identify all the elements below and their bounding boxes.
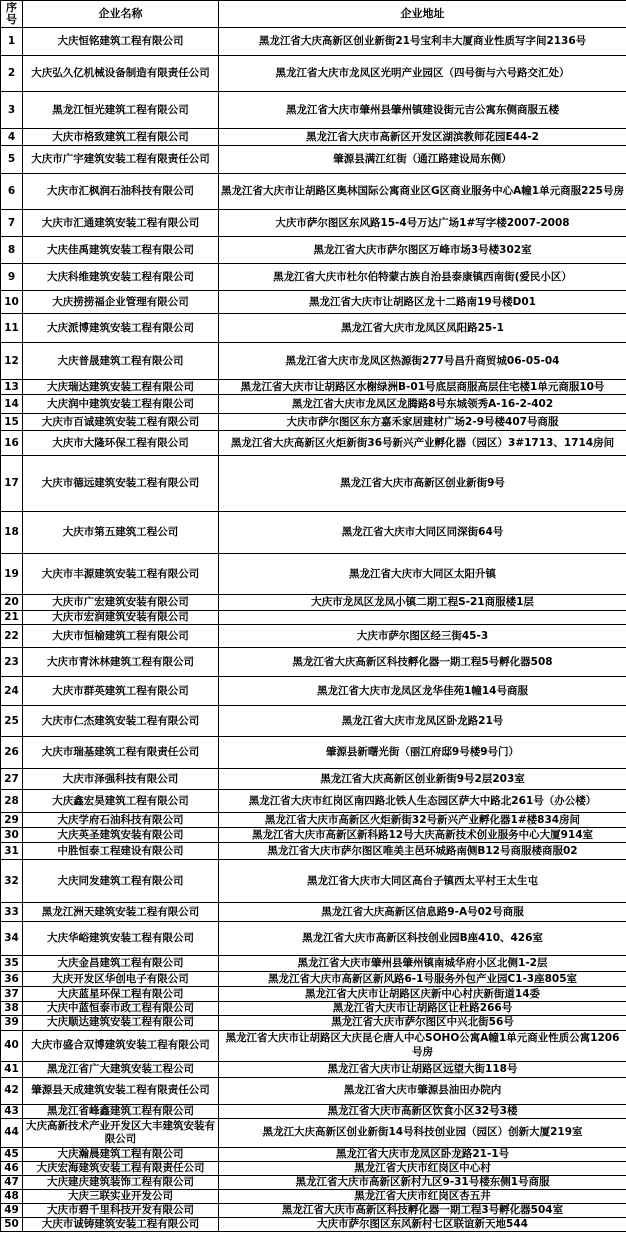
table-row: [1, 903, 626, 922]
cell-company-address: 黑龙江省大庆市高新区火炬新街32号新兴产业孵化器1#楼834房间: [219, 813, 626, 828]
cell-company-address: 黑龙江省大庆市红岗区杏五井: [219, 1190, 626, 1204]
table-row: [1, 843, 626, 860]
table-row: [1, 1030, 626, 1061]
cell-row-number: 5: [1, 146, 23, 174]
cell-company-name: 大庆金昌建筑工程有限公司: [23, 956, 219, 972]
cell-company-name: 大庆宏海建筑安装工程有限责任公司: [23, 1161, 219, 1175]
cell-company-address: 黑龙江省大庆市龙凤区龙腾路8号东城领秀A-16-2-402: [219, 395, 626, 414]
cell-company-name: 大庆市广宇建筑安装工程有限责任公司: [23, 146, 219, 174]
cell-company-name: 大庆捞捞福企业管理有限公司: [23, 291, 219, 314]
table-row: [1, 611, 626, 625]
cell-row-number: 9: [1, 264, 23, 291]
table-row: [1, 264, 626, 291]
cell-row-number: 29: [1, 813, 23, 828]
cell-company-name: 黑龙江省峰鑫建筑工程有限公司: [23, 1104, 219, 1118]
cell-row-number: 10: [1, 291, 23, 314]
cell-company-name: 大庆蓝星环保工程有限公司: [23, 987, 219, 1002]
cell-row-number: 40: [1, 1030, 23, 1061]
cell-company-name: 大庆中蓝恒泰市政工程有限公司: [23, 1002, 219, 1016]
cell-row-number: 48: [1, 1190, 23, 1204]
cell-row-number: 43: [1, 1104, 23, 1118]
cell-company-name: 大庆市青沐林建筑工程有限公司: [23, 648, 219, 677]
cell-row-number: 16: [1, 431, 23, 456]
cell-company-name: 大庆普晟建筑工程有限公司: [23, 343, 219, 380]
cell-row-number: 25: [1, 706, 23, 737]
cell-company-address: 黑龙江省大庆市龙凤区热源街277号昌升商贸城06-05-04: [219, 343, 626, 380]
cell-company-address: 黑龙江省大庆市高新区新风路6-1号服务外包产业园C1-3座805室: [219, 972, 626, 987]
cell-company-address: 大庆市萨尔图区东风新村七区联谊新天地544: [219, 1218, 626, 1232]
cell-row-number: 15: [1, 414, 23, 431]
cell-company-name: 肇源县天成建筑安装工程有限责任公司: [23, 1077, 219, 1104]
table-row: [1, 343, 626, 380]
cell-company-address: 黑龙江省大庆市萨尔图区中兴北街56号: [219, 1016, 626, 1030]
cell-company-address: 黑龙江省大庆市高新区科技创业园B座410、426室: [219, 922, 626, 956]
table-row: [1, 314, 626, 343]
cell-company-address: 黑龙江省大庆市红岗区南四路北铁人生态园区萨大中路北261号（办公楼）: [219, 790, 626, 813]
cell-row-number: 22: [1, 625, 23, 648]
cell-company-address: 黑龙江省大庆市肇州县肇州镇南城华府小区北侧1-2层: [219, 956, 626, 972]
cell-company-address: 黑龙江省大庆市肇州县肇州镇建设街元吉公寓东侧商服五楼: [219, 92, 626, 129]
cell-company-address: 黑龙江省大庆高新区信息路9-A号02号商服: [219, 903, 626, 922]
table-row: [1, 790, 626, 813]
cell-row-number: 12: [1, 343, 23, 380]
table-row: [1, 860, 626, 903]
table-row: [1, 813, 626, 828]
cell-row-number: 7: [1, 210, 23, 237]
table-row: [1, 706, 626, 737]
cell-row-number: 50: [1, 1218, 23, 1232]
cell-company-address: 黑龙江省大庆市让胡路区让杜路266号: [219, 1002, 626, 1016]
table-row: [1, 956, 626, 972]
cell-company-address: 大庆市萨尔图区东风路15-4号万达广场1#写字楼2007-2008: [219, 210, 626, 237]
table-row: [1, 1147, 626, 1161]
table-row: [1, 922, 626, 956]
cell-company-address: 黑龙江省大庆市让胡路区水榭绿洲B-01号底层商服高层住宅楼1单元商服10号: [219, 380, 626, 395]
cell-company-address: 黑龙江省大庆高新区科技孵化器一期工程5号孵化器508: [219, 648, 626, 677]
table-row: [1, 1218, 626, 1232]
table-row: [1, 1061, 626, 1077]
cell-company-name: 大庆华峪建筑安装工程有限公司: [23, 922, 219, 956]
cell-company-name: 大庆顺达建筑安装工程有限公司: [23, 1016, 219, 1030]
cell-row-number: 1: [1, 28, 23, 56]
cell-company-name: 大庆市丰源建筑安装工程有限公司: [23, 554, 219, 595]
cell-row-number: 13: [1, 380, 23, 395]
cell-company-address: 黑龙江省大庆市让胡路区奥林国际公寓商业区G区商业服务中心A幢1单元商服225号房: [219, 174, 626, 210]
cell-row-number: 28: [1, 790, 23, 813]
cell-company-address: 黑龙江省大庆市高新区饮食小区32号3楼: [219, 1104, 626, 1118]
cell-company-address: 黑龙江省大庆市龙凤区龙华佳苑1幢14号商服: [219, 677, 626, 706]
cell-company-address: 大庆市龙凤区龙凤小镇二期工程S-21商服楼1层: [219, 595, 626, 611]
table-row: [1, 237, 626, 264]
cell-company-address: 黑龙江省大庆市大同区高台子镇西太平村王太生屯: [219, 860, 626, 903]
cell-company-address: 黑龙江省大庆市让胡路区大庆昆仑唐人中心SOHO公寓A幢1单元商业性质公寓1206号房: [219, 1030, 626, 1061]
cell-company-name: 大庆市仁杰建筑安装工程有限公司: [23, 706, 219, 737]
table-row: [1, 56, 626, 92]
cell-row-number: 2: [1, 56, 23, 92]
table-row: [1, 769, 626, 790]
table-row: [1, 595, 626, 611]
cell-row-number: 21: [1, 611, 23, 625]
table-row: [1, 210, 626, 237]
cell-company-name: 大庆开发区华创电子有限公司: [23, 972, 219, 987]
cell-company-address: 黑龙江省大庆高新区创业新街21号宝利丰大厦商业性质写字间2136号: [219, 28, 626, 56]
cell-row-number: 6: [1, 174, 23, 210]
cell-company-address: [219, 611, 626, 625]
cell-company-address: 大庆市萨尔图区东方嘉禾家居建材广场2-9号楼407号商服: [219, 414, 626, 431]
cell-company-name: 大庆瑞达建筑安装工程有限公司: [23, 380, 219, 395]
cell-row-number: 36: [1, 972, 23, 987]
cell-row-number: 38: [1, 1002, 23, 1016]
table-row: [1, 28, 626, 56]
table-row: [1, 1002, 626, 1016]
cell-company-name: 大庆市诚铸建筑安装工程有限公司: [23, 1218, 219, 1232]
table-row: [1, 1077, 626, 1104]
cell-row-number: 32: [1, 860, 23, 903]
cell-company-name: 大庆市大隆环保工程有限公司: [23, 431, 219, 456]
cell-company-name: 大庆市恒榆建筑工程有限公司: [23, 625, 219, 648]
cell-company-address: 黑龙江省大庆市让胡路区庆新中心村庆新街道14委: [219, 987, 626, 1002]
cell-company-name: 大庆润中建筑安装工程有限公司: [23, 395, 219, 414]
cell-row-number: 49: [1, 1204, 23, 1218]
table-row: [1, 1190, 626, 1204]
cell-company-address: 黑龙江省大庆市萨尔图区唯美主邑环城路南侧B12号商服楼商服02: [219, 843, 626, 860]
cell-company-name: 大庆恒铭建筑工程有限公司: [23, 28, 219, 56]
cell-company-name: 大庆市泽强科技有限公司: [23, 769, 219, 790]
cell-row-number: 26: [1, 737, 23, 769]
cell-row-number: 39: [1, 1016, 23, 1030]
cell-company-name: 中胜恒泰工程建设有限公司: [23, 843, 219, 860]
col-header-name: 企业名称: [23, 1, 219, 28]
cell-company-name: 大庆市瑞基建筑工程有限责任公司: [23, 737, 219, 769]
cell-company-name: 黑龙江省广大建筑安装工程公司: [23, 1061, 219, 1077]
cell-company-address: 黑龙江省大庆市龙凤区卧龙路21-1号: [219, 1147, 626, 1161]
table-row: [1, 972, 626, 987]
table-row: [1, 291, 626, 314]
cell-company-address: 黑龙江省大庆高新区创业新街9号2层203室: [219, 769, 626, 790]
table-row: [1, 414, 626, 431]
cell-company-name: 大庆学府石油科技有限公司: [23, 813, 219, 828]
cell-company-name: 大庆市广宏建筑安装有限公司: [23, 595, 219, 611]
cell-company-name: 大庆佳禹建筑安装工程有限公司: [23, 237, 219, 264]
cell-row-number: 24: [1, 677, 23, 706]
cell-row-number: 47: [1, 1175, 23, 1189]
table-row: [1, 1161, 626, 1175]
cell-company-address: 黑龙江省大庆市高新区创业新街9号: [219, 456, 626, 512]
cell-row-number: 20: [1, 595, 23, 611]
cell-row-number: 41: [1, 1061, 23, 1077]
cell-company-name: 大庆市德远建筑安装工程有限公司: [23, 456, 219, 512]
cell-row-number: 19: [1, 554, 23, 595]
cell-company-address: 黑龙江省大庆市让胡路区远望大街118号: [219, 1061, 626, 1077]
table-row: [1, 1016, 626, 1030]
cell-company-name: 大庆瀚晨建筑工程有限公司: [23, 1147, 219, 1161]
cell-company-address: 黑龙江省大庆市龙凤区光明产业园区（四号街与六号路交汇处）: [219, 56, 626, 92]
table-row: [1, 1204, 626, 1218]
table-row: [1, 146, 626, 174]
cell-company-address: 黑龙江省大庆市高新区新村九区9-31号楼东侧1号商服: [219, 1175, 626, 1189]
cell-row-number: 27: [1, 769, 23, 790]
cell-company-address: 黑龙江省大庆市高新区科技孵化器一期工程3号孵化器504室: [219, 1204, 626, 1218]
table-row: [1, 380, 626, 395]
table-row: [1, 1118, 626, 1147]
cell-row-number: 18: [1, 512, 23, 554]
company-table-body: [1, 28, 626, 1232]
cell-company-name: 大庆市盛合双博建筑安装工程有限公司: [23, 1030, 219, 1061]
table-row: [1, 1175, 626, 1189]
cell-company-name: 黑龙江洲天建筑安装工程有限公司: [23, 903, 219, 922]
cell-row-number: 17: [1, 456, 23, 512]
cell-company-name: 大庆市第五建筑工程公司: [23, 512, 219, 554]
table-row: [1, 737, 626, 769]
cell-company-address: 黑龙江省大庆市杜尔伯特蒙古族自治县泰康镇西南街(爱民小区）: [219, 264, 626, 291]
company-table-header: [1, 1, 626, 28]
cell-company-name: 大庆高新技术产业开发区大丰建筑安装有限公司: [23, 1118, 219, 1147]
table-row: [1, 395, 626, 414]
cell-company-address: 黑龙江省大庆市龙凤区凤阳路25-1: [219, 314, 626, 343]
cell-row-number: 11: [1, 314, 23, 343]
table-row: [1, 512, 626, 554]
cell-company-name: 大庆市百诚建筑安装工程有限公司: [23, 414, 219, 431]
cell-company-address: 黑龙江省大庆市龙凤区卧龙路21号: [219, 706, 626, 737]
cell-company-name: 大庆英圣建筑安装有限公司: [23, 828, 219, 843]
cell-row-number: 42: [1, 1077, 23, 1104]
table-row: [1, 1104, 626, 1118]
table-row: [1, 828, 626, 843]
cell-company-name: 大庆市群英建筑工程有限公司: [23, 677, 219, 706]
table-row: [1, 431, 626, 456]
cell-company-name: 大庆派博建筑安装工程有限公司: [23, 314, 219, 343]
cell-company-name: 大庆市格致建筑工程有限公司: [23, 129, 219, 146]
cell-row-number: 33: [1, 903, 23, 922]
cell-company-address: 黑龙江省大庆市大同区同深街64号: [219, 512, 626, 554]
table-row: [1, 625, 626, 648]
table-row: [1, 677, 626, 706]
cell-company-address: 黑龙江大庆高新区创业新街14号科技创业园（园区）创新大厦219室: [219, 1118, 626, 1147]
table-row: [1, 92, 626, 129]
cell-row-number: 45: [1, 1147, 23, 1161]
cell-company-address: 黑龙江省大庆高新区火炬新街36号新兴产业孵化器（园区）3#1713、1714房间: [219, 431, 626, 456]
cell-company-name: 黑龙江恒光建筑工程有限公司: [23, 92, 219, 129]
cell-company-address: 大庆市萨尔图区经三街45-3: [219, 625, 626, 648]
cell-row-number: 30: [1, 828, 23, 843]
cell-company-address: 黑龙江省大庆市萨尔图区万峰市场3号楼302室: [219, 237, 626, 264]
cell-row-number: 3: [1, 92, 23, 129]
cell-company-address: 肇源县满江红街（通江路建设局东侧）: [219, 146, 626, 174]
cell-row-number: 35: [1, 956, 23, 972]
col-header-no: 序号: [1, 1, 23, 28]
table-row: [1, 987, 626, 1002]
cell-row-number: 4: [1, 129, 23, 146]
table-row: [1, 456, 626, 512]
cell-company-name: 大庆市汇枫润石油科技有限公司: [23, 174, 219, 210]
cell-company-address: 黑龙江省大庆市肇源县油田办院内: [219, 1077, 626, 1104]
header-row: [1, 1, 626, 28]
cell-row-number: 44: [1, 1118, 23, 1147]
cell-row-number: 37: [1, 987, 23, 1002]
table-row: [1, 554, 626, 595]
cell-company-name: 大庆同发建筑工程有限公司: [23, 860, 219, 903]
cell-row-number: 23: [1, 648, 23, 677]
cell-row-number: 34: [1, 922, 23, 956]
cell-company-name: 大庆弘久亿机械设备制造有限责任公司: [23, 56, 219, 92]
cell-row-number: 46: [1, 1161, 23, 1175]
cell-company-address: 黑龙江省大庆市让胡路区龙十二路南19号楼D01: [219, 291, 626, 314]
cell-company-name: 大庆三联实业开发公司: [23, 1190, 219, 1204]
cell-company-name: 大庆建庆建筑装饰工程有限公司: [23, 1175, 219, 1189]
table-row: [1, 648, 626, 677]
cell-company-address: 黑龙江省大庆市红岗区中心村: [219, 1161, 626, 1175]
table-row: [1, 174, 626, 210]
cell-company-name: 大庆市汇通建筑安装工程有限公司: [23, 210, 219, 237]
cell-company-address: 黑龙江省大庆市大同区太阳升镇: [219, 554, 626, 595]
cell-company-name: 大庆市碧千里科技开发有限公司: [23, 1204, 219, 1218]
cell-row-number: 8: [1, 237, 23, 264]
col-header-address: 企业地址: [219, 1, 626, 28]
cell-company-name: 大庆鑫宏昊建筑工程有限公司: [23, 790, 219, 813]
cell-row-number: 14: [1, 395, 23, 414]
cell-company-address: 黑龙江省大庆市高新区新科路12号大庆高新技术创业服务中心大厦914室: [219, 828, 626, 843]
cell-company-address: 黑龙江省大庆市高新区开发区湖滨教师花园E44-2: [219, 129, 626, 146]
cell-company-name: 大庆科维建筑安装工程有限公司: [23, 264, 219, 291]
cell-company-address: 肇源县新曙光街（丽江府邸9号楼9号门）: [219, 737, 626, 769]
cell-row-number: 31: [1, 843, 23, 860]
cell-company-name: 大庆市宏润建筑安装有限公司: [23, 611, 219, 625]
table-row: [1, 129, 626, 146]
